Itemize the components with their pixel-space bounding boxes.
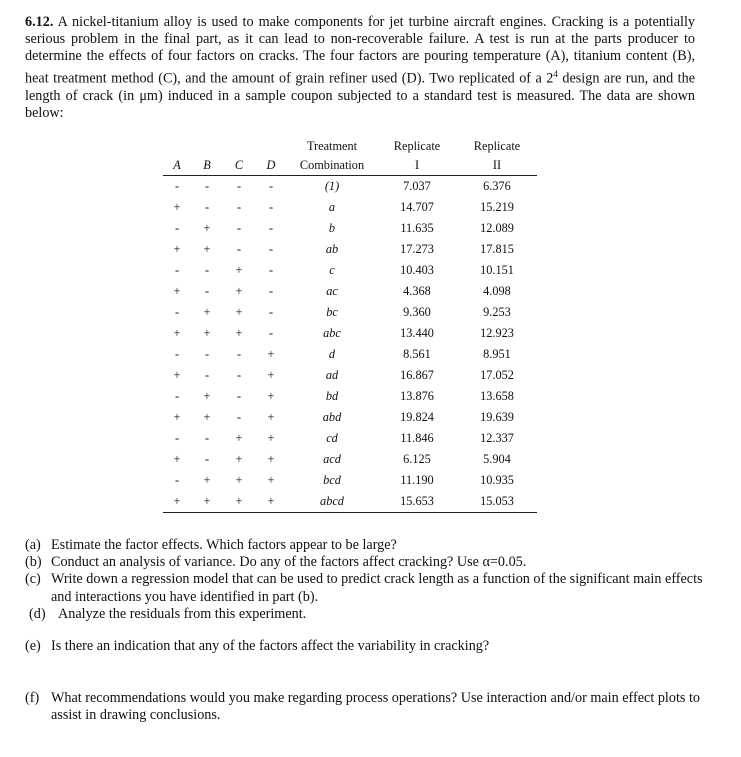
- cell-treatment: abc: [323, 326, 341, 340]
- cell-c: -: [236, 221, 242, 235]
- question-a: [25, 537, 705, 554]
- cell-replicate-2: 17.052: [480, 368, 514, 382]
- question-text: Estimate the factor effects. Which factors appear to be large?: [51, 537, 397, 553]
- table-row: [163, 197, 537, 218]
- cell-replicate-2: 15.219: [480, 200, 514, 214]
- question-label: (e): [25, 638, 41, 655]
- cell-d: -: [268, 179, 274, 193]
- cell-b: +: [203, 389, 211, 403]
- table-row: [163, 260, 537, 281]
- cell-d: +: [267, 431, 275, 445]
- question-list: [25, 537, 705, 725]
- question-label: (a): [25, 537, 41, 553]
- cell-replicate-2: 6.376: [483, 179, 511, 193]
- cell-treatment: (1): [324, 179, 340, 193]
- question-b: [25, 554, 705, 571]
- header-replicate-1: Replicate: [393, 139, 441, 153]
- cell-a: +: [163, 491, 191, 513]
- cell-replicate-2: 19.639: [480, 410, 514, 424]
- header-combination: Combination: [287, 156, 377, 176]
- cell-replicate-1: 17.273: [400, 242, 434, 256]
- cell-c: +: [235, 473, 243, 487]
- cell-b: -: [204, 347, 210, 361]
- data-table-wrapper: [163, 137, 537, 513]
- cell-treatment: cd: [326, 431, 338, 445]
- header-treatment: Treatment: [306, 139, 358, 153]
- cell-replicate-2: 4.098: [483, 284, 511, 298]
- question-text: Write down a regression model that can be used to predict crack length as a function of the significant main effects and interactions you have identified in part (b).: [51, 571, 703, 605]
- cell-replicate-1: 14.707: [400, 200, 434, 214]
- cell-a: -: [174, 179, 180, 193]
- cell-a: +: [173, 284, 181, 298]
- table-body: [163, 176, 537, 513]
- cell-treatment: a: [328, 200, 336, 214]
- cell-treatment: bd: [325, 389, 339, 403]
- cell-a: +: [173, 452, 181, 466]
- cell-c: -: [236, 347, 242, 361]
- cell-b: -: [204, 179, 210, 193]
- cell-a: -: [174, 473, 180, 487]
- cell-treatment: bc: [326, 305, 338, 319]
- table-row: [163, 491, 537, 513]
- cell-replicate-2: 12.337: [480, 431, 514, 445]
- table-row: [163, 344, 537, 365]
- table-row: [163, 386, 537, 407]
- cell-d: +: [267, 452, 275, 466]
- cell-replicate-2: 9.253: [483, 305, 511, 319]
- cell-d: +: [267, 410, 275, 424]
- header-replicate-1-numeral: I: [377, 156, 457, 176]
- cell-replicate-1: 6.125: [403, 452, 431, 466]
- problem-text: A nickel-titanium alloy is used to make components for jet turbine aircraft engines. Cracking is a potentially serious problem in the final part, as it can lead to non-recoverable failure. A test is run at the parts producer to determine the effects of four factors on cracks. The four factors are pouring temperature (A), titanium content (B), heat treatment method (C), and the amount of grain refiner used (D). Two replicated of a 2: [25, 14, 696, 87]
- table-row: [163, 239, 537, 260]
- cell-treatment: acd: [323, 452, 341, 466]
- cell-c: +: [235, 326, 243, 340]
- cell-b: +: [203, 221, 211, 235]
- question-text: Conduct an analysis of variance. Do any of the factors affect cracking? Use α=0.05.: [51, 554, 527, 571]
- cell-a: -: [174, 347, 180, 361]
- cell-d: -: [268, 221, 274, 235]
- cell-b: +: [203, 473, 211, 487]
- cell-b: -: [204, 263, 210, 277]
- cell-c: -: [236, 200, 242, 214]
- cell-replicate-2: 13.658: [480, 389, 514, 403]
- cell-replicate-1: 8.561: [403, 347, 431, 361]
- cell-c: -: [236, 242, 242, 256]
- header-b: B: [191, 156, 223, 176]
- cell-c: +: [235, 305, 243, 319]
- cell-replicate-1: 11.190: [400, 473, 434, 487]
- question-text: Analyze the residuals from this experiment.: [58, 605, 307, 622]
- question-text: What recommendations would you make regarding process operations? Use interaction and/or main effect plots to assist in drawing conclusions.: [51, 690, 701, 724]
- cell-a: -: [174, 221, 180, 235]
- design-exponent: 4: [553, 68, 558, 79]
- cell-replicate-1: 11.635: [400, 221, 434, 235]
- cell-a: -: [174, 263, 180, 277]
- cell-c: +: [235, 263, 243, 277]
- table-row: [163, 218, 537, 239]
- cell-replicate-2: 12.923: [480, 326, 514, 340]
- cell-replicate-2: 5.904: [483, 452, 511, 466]
- cell-b: +: [203, 305, 211, 319]
- cell-b: +: [191, 491, 223, 513]
- cell-d: +: [267, 389, 275, 403]
- problem-text-end: design are run, and the length of crack (in μm) induced in a sample coupon subjected to a standard test is measured. The data are shown below:: [25, 70, 696, 121]
- cell-b: +: [203, 242, 211, 256]
- cell-treatment: c: [329, 263, 335, 277]
- cell-treatment: ad: [325, 368, 339, 382]
- header-a: A: [163, 156, 191, 176]
- cell-c: -: [236, 410, 242, 424]
- table-row: [163, 449, 537, 470]
- cell-d: -: [268, 284, 274, 298]
- table-row: [163, 302, 537, 323]
- question-text: Is there an indication that any of the factors affect the variability in cracking?: [51, 638, 490, 655]
- question-d: [25, 606, 705, 623]
- cell-c: -: [236, 389, 242, 403]
- cell-replicate-2: 10.935: [480, 473, 514, 487]
- cell-b: +: [203, 410, 211, 424]
- cell-a: +: [173, 200, 181, 214]
- cell-b: -: [204, 431, 210, 445]
- cell-a: -: [174, 305, 180, 319]
- cell-replicate-1: 13.876: [400, 389, 434, 403]
- cell-treatment: abd: [322, 410, 342, 424]
- cell-c: +: [235, 431, 243, 445]
- table-row: [163, 428, 537, 449]
- cell-b: +: [203, 326, 211, 340]
- cell-replicate-1: 10.403: [400, 263, 434, 277]
- table-row: [163, 176, 537, 198]
- question-c: [25, 571, 705, 605]
- cell-replicate-2: 12.089: [480, 221, 514, 235]
- cell-replicate-2: 8.951: [483, 347, 511, 361]
- cell-a: +: [173, 242, 181, 256]
- cell-c: +: [223, 491, 255, 513]
- cell-c: -: [236, 368, 242, 382]
- cell-b: -: [204, 200, 210, 214]
- cell-replicate-1: 15.653: [377, 491, 457, 513]
- table-row: [163, 365, 537, 386]
- cell-treatment: ab: [325, 242, 339, 256]
- cell-a: +: [173, 326, 181, 340]
- header-replicate-2: Replicate: [473, 139, 521, 153]
- cell-d: +: [255, 491, 287, 513]
- cell-d: +: [267, 368, 275, 382]
- cell-replicate-1: 16.867: [400, 368, 434, 382]
- table-row: [163, 407, 537, 428]
- cell-b: -: [204, 284, 210, 298]
- cell-a: +: [173, 410, 181, 424]
- table-row: [163, 470, 537, 491]
- cell-a: +: [173, 368, 181, 382]
- cell-b: -: [204, 368, 210, 382]
- cell-d: -: [268, 326, 274, 340]
- cell-replicate-1: 7.037: [403, 179, 431, 193]
- cell-d: -: [268, 263, 274, 277]
- header-c: C: [223, 156, 255, 176]
- cell-d: +: [267, 473, 275, 487]
- header-d: D: [255, 156, 287, 176]
- cell-treatment: d: [328, 347, 336, 361]
- cell-c: +: [235, 284, 243, 298]
- cell-treatment: bcd: [323, 473, 341, 487]
- cell-replicate-2: 15.053: [457, 491, 537, 513]
- cell-b: -: [204, 452, 210, 466]
- header-replicate-2-numeral: II: [457, 156, 537, 176]
- cell-replicate-1: 4.368: [403, 284, 431, 298]
- problem-number: 6.12.: [25, 14, 54, 30]
- question-label: (b): [25, 554, 42, 571]
- data-table: [163, 137, 537, 513]
- cell-d: -: [268, 242, 274, 256]
- cell-a: -: [174, 389, 180, 403]
- question-f: [25, 690, 705, 724]
- cell-d: -: [268, 200, 274, 214]
- cell-replicate-2: 17.815: [480, 242, 514, 256]
- table-row: [163, 281, 537, 302]
- question-label: (c): [25, 571, 41, 588]
- cell-replicate-2: 10.151: [480, 263, 514, 277]
- cell-treatment: ac: [326, 284, 338, 298]
- cell-replicate-1: 9.360: [403, 305, 431, 319]
- table-row: [163, 323, 537, 344]
- problem-statement: [25, 14, 695, 122]
- cell-replicate-1: 13.440: [400, 326, 434, 340]
- cell-replicate-1: 11.846: [400, 431, 434, 445]
- cell-treatment: abcd: [287, 491, 377, 513]
- question-e: [25, 638, 705, 655]
- cell-d: +: [267, 347, 275, 361]
- cell-d: -: [268, 305, 274, 319]
- cell-treatment: b: [328, 221, 336, 235]
- cell-c: -: [236, 179, 242, 193]
- cell-replicate-1: 19.824: [400, 410, 434, 424]
- question-label: (f): [25, 690, 40, 707]
- cell-c: +: [235, 452, 243, 466]
- question-label: (d): [29, 605, 46, 622]
- cell-a: -: [174, 431, 180, 445]
